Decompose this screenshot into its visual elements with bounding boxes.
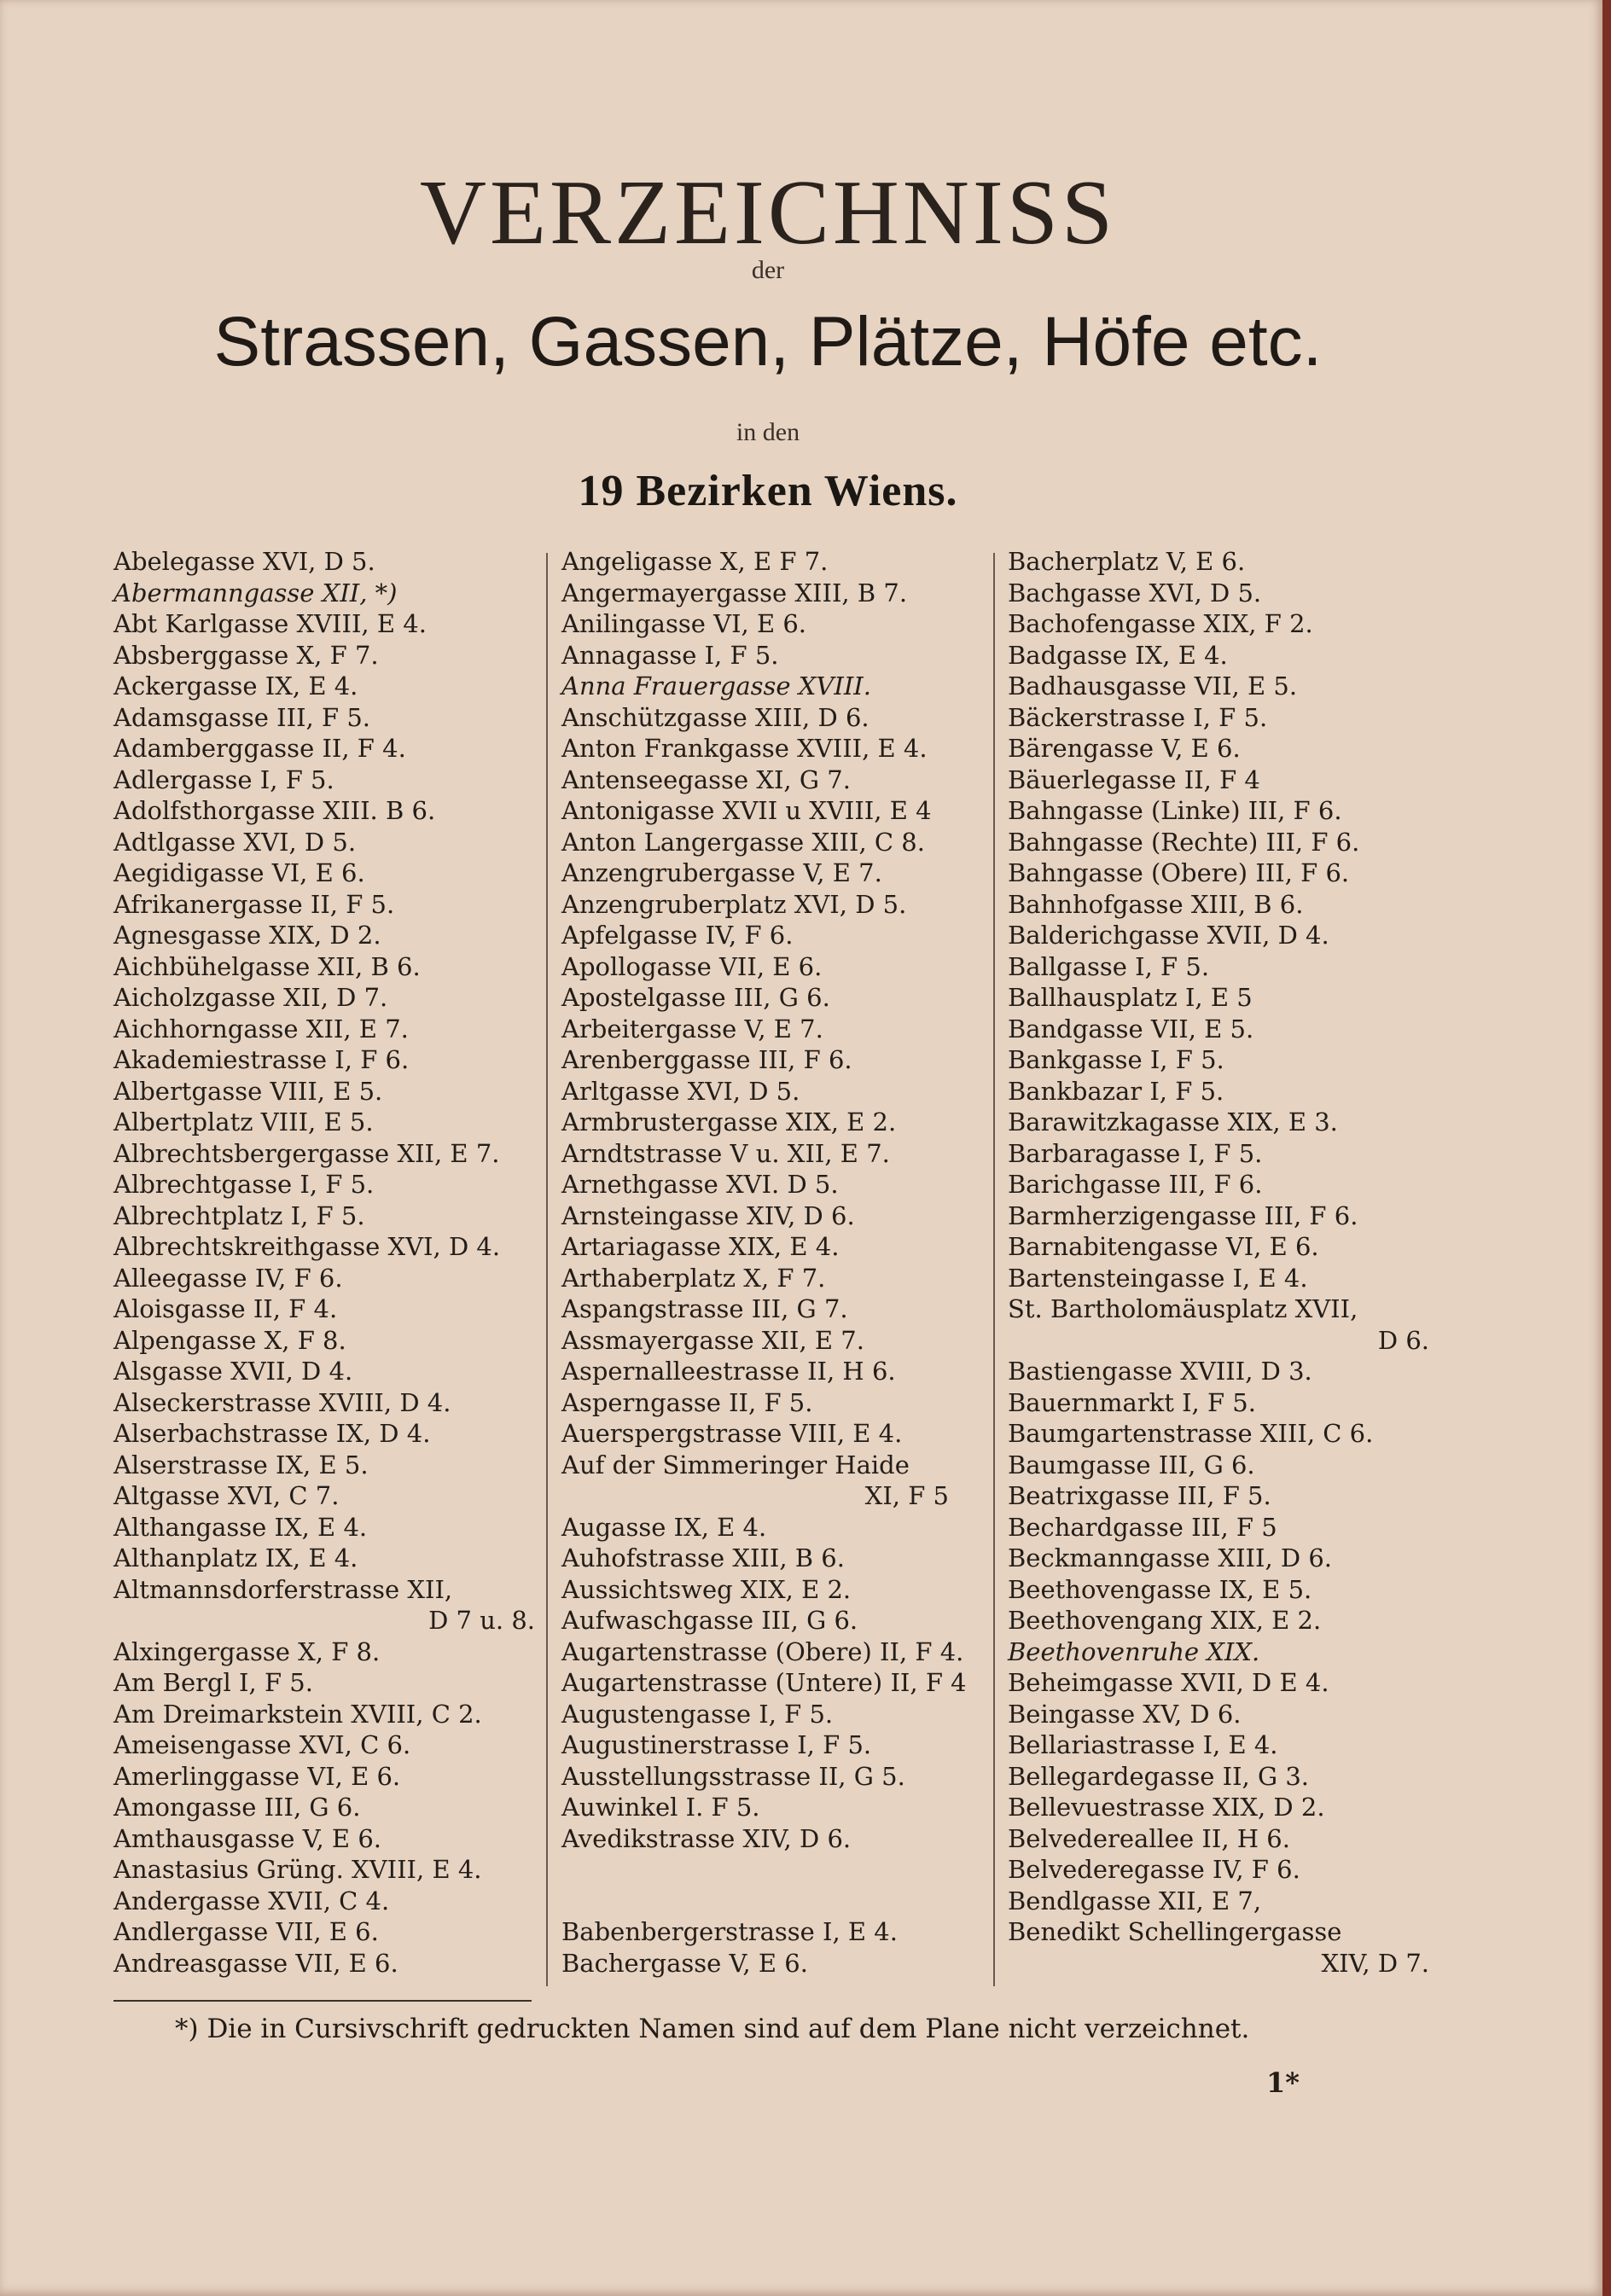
street-entry: Amongasse III, G 6. xyxy=(113,1793,361,1822)
street-entry: Bärengasse V, E 6. xyxy=(1008,734,1241,763)
street-entry: Andlergasse VII, E 6. xyxy=(113,1917,379,1946)
street-entry: Beethovengang XIX, E 2. xyxy=(1008,1606,1322,1635)
street-entry: Bäuerlegasse II, F 4 xyxy=(1008,764,1260,794)
street-entry: Augustinerstrasse I, F 5. xyxy=(561,1730,872,1759)
street-entry: Arbeitergasse V, E 7. xyxy=(561,1014,823,1043)
street-entry: Augasse IX, E 4. xyxy=(561,1512,767,1542)
book-edge xyxy=(1602,0,1611,2296)
street-entry: Aspernalleestrasse II, H 6. xyxy=(561,1357,896,1386)
street-entry: Anton Langergasse XIII, C 8. xyxy=(561,827,925,857)
street-entry: Armbrustergasse XIX, E 2. xyxy=(561,1107,897,1136)
street-entry: Bankbazar I, F 5. xyxy=(1008,1076,1224,1106)
street-entry-continuation: D 6. xyxy=(1377,1325,1429,1355)
title-connector-in-den: in den xyxy=(736,418,800,446)
street-entry: Ballhausplatz I, E 5 xyxy=(1008,983,1253,1012)
street-entry: Annagasse I, F 5. xyxy=(561,640,779,670)
street-entry: Avedikstrasse XIV, D 6. xyxy=(561,1823,852,1853)
street-entry: Albertplatz VIII, E 5. xyxy=(113,1107,374,1136)
street-entry: Adamsgasse III, F 5. xyxy=(113,702,370,732)
street-entry: Agnesgasse XIX, D 2. xyxy=(113,921,381,950)
street-entry: Angeligasse X, E F 7. xyxy=(561,547,829,576)
street-entry: Ackergasse IX, E 4. xyxy=(113,671,358,700)
districts-heading: 19 Bezirken Wiens. xyxy=(578,467,958,515)
street-entry: Auf der Simmeringer Haide xyxy=(561,1450,910,1479)
street-entry: Aegidigasse VI, E 6. xyxy=(113,858,365,887)
street-entry: Bachergasse V, E 6. xyxy=(561,1948,808,1978)
street-entry: Assmayergasse XII, E 7. xyxy=(561,1325,864,1355)
street-entry: Beatrixgasse III, F 5. xyxy=(1008,1481,1271,1510)
street-entry: Bahngasse (Obere) III, F 6. xyxy=(1008,858,1350,887)
street-entry: Abermanngasse XII, *) xyxy=(113,578,398,607)
street-entry: Badgasse IX, E 4. xyxy=(1008,640,1228,670)
street-entry: Baumgasse III, G 6. xyxy=(1008,1450,1255,1479)
street-entry: Aussichtsweg XIX, E 2. xyxy=(561,1574,852,1604)
street-entry: Augartenstrasse (Obere) II, F 4. xyxy=(561,1636,964,1666)
street-entry: Apollogasse VII, E 6. xyxy=(561,951,823,981)
street-entry: Abelegasse XVI, D 5. xyxy=(113,547,375,576)
street-entry: Barnabitengasse VI, E 6. xyxy=(1008,1232,1319,1261)
street-entry: Adtlgasse XVI, D 5. xyxy=(113,827,357,857)
street-entry: Babenbergerstrasse I, E 4. xyxy=(561,1917,898,1946)
street-entry: Ausstellungsstrasse II, G 5. xyxy=(561,1761,905,1791)
street-entry: Apfelgasse IV, F 6. xyxy=(561,921,794,950)
street-entry: Alxingergasse X, F 8. xyxy=(113,1636,381,1666)
column-divider xyxy=(546,553,548,1986)
street-entry: Aichbühelgasse XII, B 6. xyxy=(113,951,421,981)
street-entry: Afrikanergasse II, F 5. xyxy=(113,889,395,919)
street-entry: Beckmanngasse XIII, D 6. xyxy=(1008,1543,1333,1572)
page-subtitle: Strassen, Gassen, Plätze, Höfe etc. xyxy=(213,303,1323,381)
street-entry: Badhausgasse VII, E 5. xyxy=(1008,671,1298,700)
street-entry: Baumgartenstrasse XIII, C 6. xyxy=(1008,1419,1374,1448)
street-entry: Absberggasse X, F 7. xyxy=(113,640,379,670)
street-entry: Alserstrasse IX, E 5. xyxy=(113,1450,369,1479)
street-entry: Adamberggasse II, F 4. xyxy=(113,734,406,763)
street-entry: Bechardgasse III, F 5 xyxy=(1008,1512,1277,1542)
street-entry: Adlergasse I, F 5. xyxy=(113,764,334,794)
footnote: *) Die in Cursivschrift gedruckten Namen sind auf dem Plane nicht verzeichnet. xyxy=(175,2014,1250,2044)
street-entry: Beethovenruhe XIX. xyxy=(1008,1636,1260,1666)
street-entry: Belvedereallee II, H 6. xyxy=(1008,1823,1290,1853)
street-entry: Augustengasse I, F 5. xyxy=(561,1699,834,1729)
column-divider xyxy=(993,553,995,1986)
street-column-3 xyxy=(1008,546,1434,1979)
street-entry: Abt Karlgasse XVIII, E 4. xyxy=(113,609,427,638)
street-entry: Anschützgasse XIII, D 6. xyxy=(561,702,869,732)
street-entry: Alsgasse XVII, D 4. xyxy=(113,1357,353,1386)
street-entry: Althanplatz IX, E 4. xyxy=(113,1543,358,1572)
street-entry: Arltgasse XVI, D 5. xyxy=(561,1076,800,1106)
street-entry: Bellariastrasse I, E 4. xyxy=(1008,1730,1278,1759)
street-entry: Ameisengasse XVI, C 6. xyxy=(113,1730,411,1759)
street-entry: Auerspergstrasse VIII, E 4. xyxy=(561,1419,903,1448)
street-entry: Barmherzigengasse III, F 6. xyxy=(1008,1200,1358,1230)
street-entry: Alleegasse IV, F 6. xyxy=(113,1263,343,1293)
street-entry: Albrechtsbergergasse XII, E 7. xyxy=(113,1138,500,1168)
street-entry: Barbaragasse I, F 5. xyxy=(1008,1138,1263,1168)
street-entry: Beingasse XV, D 6. xyxy=(1008,1699,1242,1729)
street-entry: Amthausgasse V, E 6. xyxy=(113,1823,381,1853)
street-entry: Adolfsthorgasse XIII. B 6. xyxy=(113,796,436,825)
street-entry: Balderichgasse XVII, D 4. xyxy=(1008,921,1329,950)
street-entry: Bauernmarkt I, F 5. xyxy=(1008,1387,1256,1417)
title-connector-der: der xyxy=(751,256,785,284)
street-entry: Albertgasse VIII, E 5. xyxy=(113,1076,383,1106)
street-entry: Andergasse XVII, C 4. xyxy=(113,1886,390,1915)
street-entry: Alpengasse X, F 8. xyxy=(113,1325,346,1355)
street-entry: Auhofstrasse XIII, B 6. xyxy=(561,1543,845,1572)
street-entry: Benedikt Schellingergasse xyxy=(1008,1917,1342,1946)
street-entry: Aspangstrasse III, G 7. xyxy=(561,1294,848,1323)
street-entry: Anzengruberplatz XVI, D 5. xyxy=(561,889,907,919)
street-entry: Am Dreimarkstein XVIII, C 2. xyxy=(113,1699,482,1729)
street-entry: Apostelgasse III, G 6. xyxy=(561,983,830,1012)
street-entry: Auwinkel I. F 5. xyxy=(561,1793,760,1822)
page-title: VERZEICHNISS xyxy=(419,162,1117,264)
street-entry: Altgasse XVI, C 7. xyxy=(113,1481,340,1510)
street-entry: Alseckerstrasse XVIII, D 4. xyxy=(113,1387,451,1417)
street-entry: Bachofengasse XIX, F 2. xyxy=(1008,609,1313,638)
street-entry: Antenseegasse XI, G 7. xyxy=(561,764,851,794)
spacer xyxy=(561,1886,954,1917)
street-entry: Am Bergl I, F 5. xyxy=(113,1668,313,1697)
street-entry: Barawitzkagasse XIX, E 3. xyxy=(1008,1107,1338,1136)
street-entry-continuation: XI, F 5 xyxy=(864,1481,949,1510)
street-entry: Althangasse IX, E 4. xyxy=(113,1512,368,1542)
street-entry: Andreasgasse VII, E 6. xyxy=(113,1948,398,1978)
street-entry: Aloisgasse II, F 4. xyxy=(113,1294,338,1323)
page-number: 1* xyxy=(1266,2066,1300,2099)
street-entry: Bäckerstrasse I, F 5. xyxy=(1008,702,1268,732)
street-entry: Bellevuestrasse XIX, D 2. xyxy=(1008,1793,1325,1822)
street-entry: Anna Frauergasse XVIII. xyxy=(561,671,871,700)
spacer xyxy=(561,1854,954,1886)
street-entry: Altmannsdorferstrasse XII, xyxy=(113,1574,453,1604)
street-entry: Bankgasse I, F 5. xyxy=(1008,1045,1224,1074)
footnote-rule xyxy=(113,2000,532,2002)
street-entry: Barichgasse III, F 6. xyxy=(1008,1170,1263,1199)
street-entry: Aicholzgasse XII, D 7. xyxy=(113,983,388,1012)
street-entry: Bachgasse XVI, D 5. xyxy=(1008,578,1262,607)
street-entry: Ballgasse I, F 5. xyxy=(1008,951,1210,981)
street-entry: Beheimgasse XVII, D E 4. xyxy=(1008,1668,1329,1697)
street-entry: Angermayergasse XIII, B 7. xyxy=(561,578,908,607)
street-entry: Arnsteingasse XIV, D 6. xyxy=(561,1200,855,1230)
street-entry: Bahngasse (Rechte) III, F 6. xyxy=(1008,827,1360,857)
street-entry: Bacherplatz V, E 6. xyxy=(1008,547,1246,576)
street-entry: Anton Frankgasse XVIII, E 4. xyxy=(561,734,928,763)
street-entry: Artariagasse XIX, E 4. xyxy=(561,1232,840,1261)
street-entry: Arndtstrasse V u. XII, E 7. xyxy=(561,1138,890,1168)
street-entry: Anilingasse VI, E 6. xyxy=(561,609,807,638)
street-entry: Belvederegasse IV, F 6. xyxy=(1008,1855,1300,1884)
street-entry: St. Bartholomäusplatz XVII, xyxy=(1008,1294,1358,1323)
street-entry: Asperngasse II, F 5. xyxy=(561,1387,813,1417)
street-entry: Beethovengasse IX, E 5. xyxy=(1008,1574,1312,1604)
street-entry: Albrechtgasse I, F 5. xyxy=(113,1170,375,1199)
street-entry: Augartenstrasse (Untere) II, F 4 xyxy=(561,1668,967,1697)
street-entry: Albrechtskreithgasse XVI, D 4. xyxy=(113,1232,501,1261)
street-entry: Aichhorngasse XII, E 7. xyxy=(113,1014,409,1043)
street-entry-continuation: XIV, D 7. xyxy=(1321,1948,1429,1978)
street-entry: Bellegardegasse II, G 3. xyxy=(1008,1761,1310,1791)
street-column-1 xyxy=(113,546,540,1979)
street-entry: Anastasius Grüng. XVIII, E 4. xyxy=(113,1855,482,1884)
street-entry: Arthaberplatz X, F 7. xyxy=(561,1263,826,1293)
street-entry: Aufwaschgasse III, G 6. xyxy=(561,1606,858,1635)
street-entry: Bendlgasse XII, E 7, xyxy=(1008,1886,1262,1915)
street-entry: Amerlinggasse VI, E 6. xyxy=(113,1761,401,1791)
street-column-2 xyxy=(561,546,967,1979)
street-entry: Bartensteingasse I, E 4. xyxy=(1008,1263,1308,1293)
street-entry: Alserbachstrasse IX, D 4. xyxy=(113,1419,431,1448)
street-entry: Bahnhofgasse XIII, B 6. xyxy=(1008,889,1304,919)
street-entry: Arenberggasse III, F 6. xyxy=(561,1045,852,1074)
street-entry: Bahngasse (Linke) III, F 6. xyxy=(1008,796,1342,825)
street-entry: Bastiengasse XVIII, D 3. xyxy=(1008,1357,1312,1386)
street-entry: Akademiestrasse I, F 6. xyxy=(113,1045,410,1074)
street-entry: Arnethgasse XVI. D 5. xyxy=(561,1170,839,1199)
street-entry: Antonigasse XVII u XVIII, E 4 xyxy=(561,796,932,825)
street-entry: Anzengrubergasse V, E 7. xyxy=(561,858,882,887)
street-entry: Albrechtplatz I, F 5. xyxy=(113,1200,365,1230)
street-entry: Bandgasse VII, E 5. xyxy=(1008,1014,1254,1043)
street-entry-continuation: D 7 u. 8. xyxy=(428,1606,535,1635)
